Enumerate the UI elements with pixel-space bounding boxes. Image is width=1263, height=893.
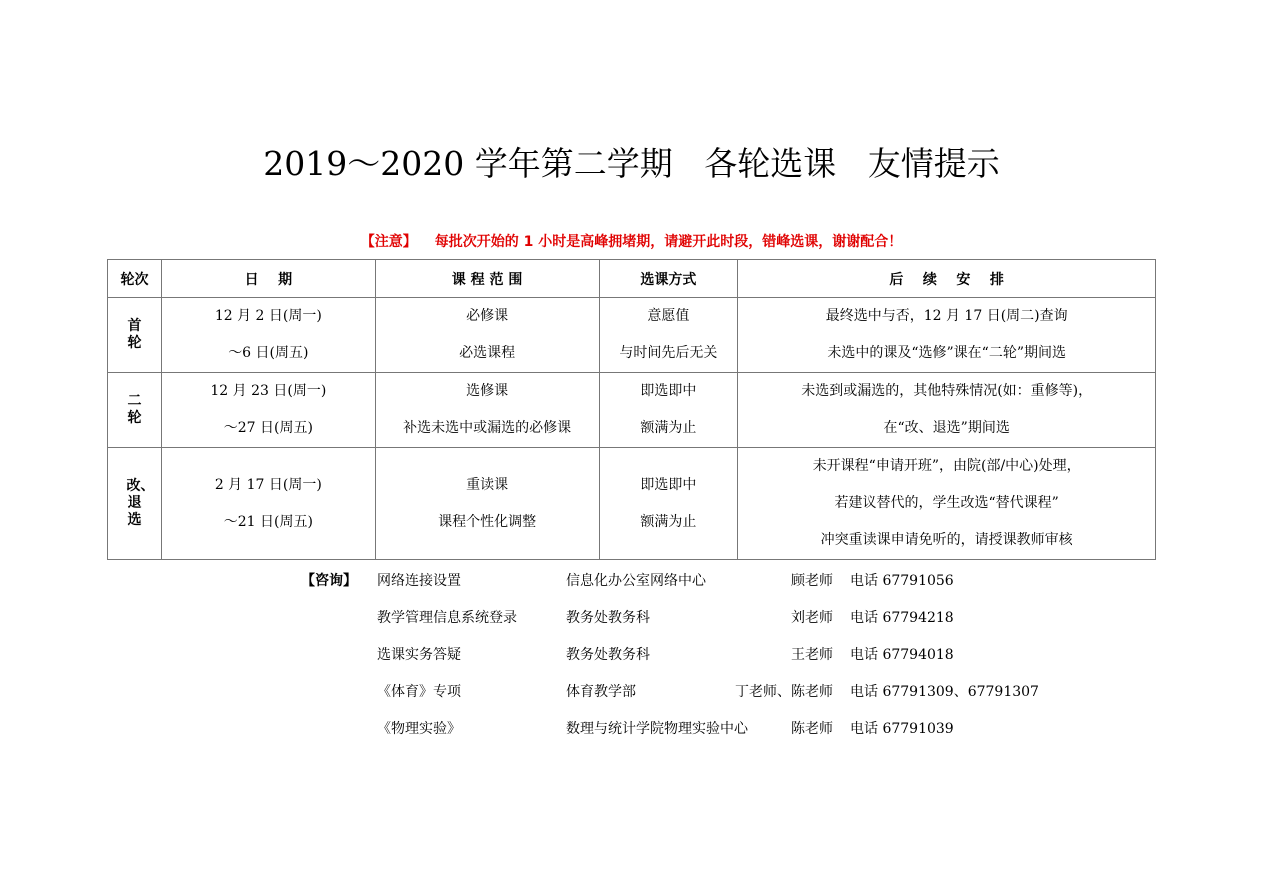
- plan-line: 最终选中与否，12 月 17 日(周二)查询: [825, 308, 1068, 324]
- consult-dept: 教务处教务科: [566, 610, 650, 626]
- date-end: ～27 日(周五): [223, 420, 313, 436]
- dates-cell: [161, 373, 375, 448]
- round-cell: [108, 373, 162, 448]
- scope-line: 补选未选中或漏选的必修课: [403, 420, 572, 436]
- consult-item: 选课实务答疑: [377, 647, 461, 663]
- consult-item: 《体育》专项: [377, 684, 461, 700]
- consult-dept: 体育教学部: [566, 684, 636, 700]
- scope-cell: [375, 298, 599, 373]
- method-line: 即选即中: [640, 476, 697, 493]
- table-header-row: [108, 260, 1156, 298]
- scope-cell: [375, 373, 599, 448]
- method-cell: [599, 373, 738, 448]
- plan-line: 冲突重读课申请免听的，请授课教师审核: [820, 532, 1073, 548]
- consult-phone: 电话 67794018: [850, 647, 954, 663]
- consult-row: [0, 561, 1263, 598]
- method-cell: [599, 298, 738, 373]
- header-dates: 日 期: [161, 260, 375, 298]
- method-line: 即选即中: [640, 383, 697, 399]
- consult-item: 《物理实验》: [377, 721, 461, 737]
- round-label: 改、退选: [126, 478, 155, 528]
- table-row: [108, 373, 1156, 448]
- plan-line: 未开课程“申请开班”，由院(部/中心)处理，: [812, 458, 1081, 474]
- scope-line: 课程个性化调整: [438, 513, 537, 530]
- round-label: 二轮: [127, 393, 142, 426]
- header-plans: 后 续 安 排: [738, 260, 1156, 298]
- dates-cell: [161, 298, 375, 373]
- date-start: 12 月 2 日(周一): [214, 308, 322, 324]
- consult-row: [0, 672, 1263, 709]
- round-cell: [108, 448, 162, 560]
- consult-phone: 电话 67794218: [850, 610, 954, 626]
- consult-row: [0, 598, 1263, 635]
- method-line: 额满为止: [640, 513, 697, 530]
- round-label: 首轮: [127, 318, 142, 351]
- consult-person: 丁老师、陈老师: [735, 684, 833, 700]
- scope-line: 重读课: [466, 476, 509, 493]
- consult-item: 教学管理信息系统登录: [377, 610, 517, 626]
- method-cell: [599, 448, 738, 560]
- plans-cell: [738, 298, 1156, 373]
- dates-cell: [161, 448, 375, 560]
- date-end: ～6 日(周五): [228, 345, 309, 361]
- plans-cell: [738, 373, 1156, 448]
- schedule-table: [107, 259, 1156, 560]
- scope-line: 选修课: [466, 383, 509, 399]
- consult-item: 网络连接设置: [377, 573, 461, 589]
- consult-row: [0, 709, 1263, 746]
- round-cell: [108, 298, 162, 373]
- notice-line: [0, 231, 1263, 251]
- consult-phone: 电话 67791056: [850, 573, 954, 589]
- consult-person: 陈老师: [791, 721, 833, 737]
- plan-line: 在“改、退选”期间选: [883, 420, 1010, 436]
- consult-person: 顾老师: [791, 573, 833, 589]
- consult-row: [0, 635, 1263, 672]
- notice-tag: 【注意】: [360, 234, 417, 250]
- consult-phone: 电话 67791309、67791307: [850, 684, 1039, 700]
- header-scope: 课 程 范 围: [375, 260, 599, 298]
- table-row: [108, 298, 1156, 373]
- method-line: 额满为止: [640, 420, 697, 436]
- consult-label: 【咨询】: [301, 573, 357, 589]
- plan-line: 未选中的课及“选修”课在“二轮”期间选: [827, 345, 1066, 361]
- date-end: ～21 日(周五): [223, 513, 313, 530]
- date-start: 2 月 17 日(周一): [214, 476, 322, 493]
- method-line: 意愿值: [647, 308, 690, 324]
- consult-dept: 信息化办公室网络中心: [566, 573, 706, 589]
- plans-cell: [738, 448, 1156, 560]
- notice-text: 每批次开始的 1 小时是高峰拥堵期，请避开此时段，错峰选课，谢谢配合！: [434, 234, 903, 250]
- scope-line: 必选课程: [459, 345, 516, 361]
- consult-dept: 数理与统计学院物理实验中心: [566, 721, 748, 737]
- header-method: 选课方式: [599, 260, 738, 298]
- date-start: 12 月 23 日(周一): [210, 383, 327, 399]
- method-line: 与时间先后无关: [619, 345, 718, 361]
- plan-line: 若建议替代的，学生改选“替代课程”: [834, 495, 1059, 511]
- consult-person: 刘老师: [791, 610, 833, 626]
- scope-cell: [375, 448, 599, 560]
- consult-phone: 电话 67791039: [850, 721, 954, 737]
- plan-line: 未选到或漏选的，其他特殊情况(如：重修等)，: [801, 383, 1093, 399]
- page-title: 2019～2020 学年第二学期 各轮选课 友情提示: [263, 144, 1000, 183]
- header-round: 轮次: [108, 260, 162, 298]
- consult-person: 王老师: [791, 647, 833, 663]
- scope-line: 必修课: [466, 308, 509, 324]
- consult-dept: 教务处教务科: [566, 647, 650, 663]
- table-row: [108, 448, 1156, 560]
